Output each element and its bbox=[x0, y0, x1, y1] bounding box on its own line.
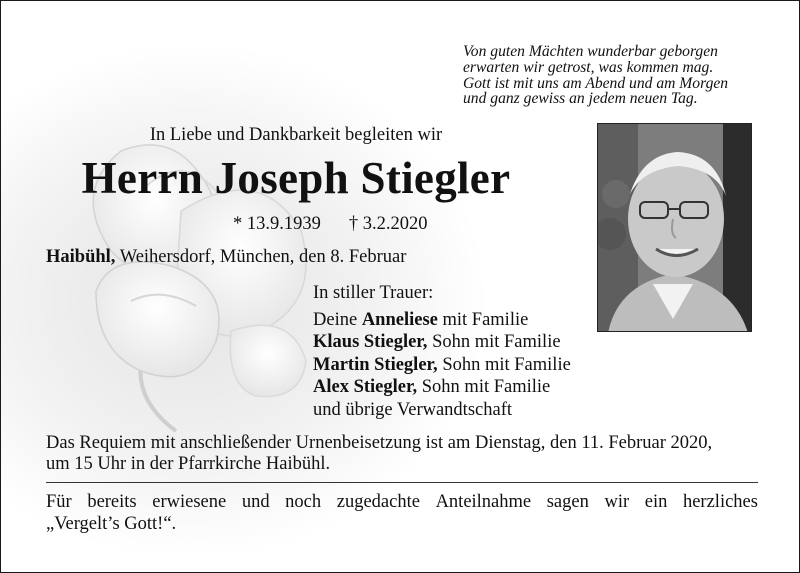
poem-line: Gott ist mit uns am Abend und am Morgen bbox=[463, 74, 729, 92]
poem-line: erwarten wir getrost, was kommen mag. bbox=[463, 58, 714, 76]
thanks-word: Für bbox=[46, 492, 72, 512]
life-dates bbox=[233, 214, 428, 235]
thanks-word: noch bbox=[285, 492, 322, 512]
thanks-word: Anteilnahme bbox=[435, 492, 532, 512]
thanks-word: sagen bbox=[546, 492, 589, 512]
place-and-date bbox=[46, 247, 406, 268]
divider bbox=[46, 482, 758, 483]
mourner-row bbox=[313, 331, 571, 354]
thanks-line: „Vergelt’s Gott!“. bbox=[46, 514, 177, 534]
thanks-word: erwiesene bbox=[152, 492, 227, 512]
thanks-word: herzliches bbox=[682, 492, 758, 512]
thanks-word: zugedachte bbox=[336, 492, 420, 512]
mourner-name: Alex Stiegler, bbox=[313, 377, 418, 398]
thanks-word: bereits bbox=[87, 492, 137, 512]
intro-text: In Liebe und Dankbarkeit begleiten wir bbox=[149, 125, 443, 145]
requiem-line: um 15 Uhr in der Pfarrkirche Haibühl. bbox=[46, 454, 331, 474]
thanks-text bbox=[46, 491, 758, 535]
mourner-row bbox=[313, 376, 571, 399]
portrait-image bbox=[598, 124, 752, 332]
thanks-line bbox=[46, 491, 758, 513]
mourners-list bbox=[313, 282, 571, 422]
poem-line: Von guten Mächten wunderbar geborgen bbox=[463, 43, 718, 60]
place-rest: Weihersdorf, München, den 8. Februar bbox=[115, 247, 407, 267]
requiem-info bbox=[46, 433, 766, 475]
mourner-name: Klaus Stiegler, bbox=[313, 332, 428, 353]
mourner-name: Anneliese bbox=[361, 309, 438, 330]
poem-line: und ganz gewiss an jedem neuen Tag. bbox=[463, 90, 698, 108]
mourner-relation: mit Familie bbox=[437, 309, 529, 330]
place-bold: Haibühl, bbox=[46, 247, 116, 267]
mourner-row bbox=[313, 354, 571, 377]
deceased-name: Herrn Joseph Stiegler bbox=[81, 153, 511, 203]
thanks-word: ein bbox=[644, 492, 668, 512]
mourner-relation: Sohn mit Familie bbox=[437, 354, 571, 375]
death-date: † 3.2.2020 bbox=[348, 214, 428, 234]
mourner-relation: Sohn mit Familie bbox=[427, 332, 561, 353]
mourner-name: Martin Stiegler, bbox=[313, 354, 438, 375]
mourner-relation: Sohn mit Familie bbox=[417, 377, 551, 398]
mourner-row bbox=[313, 309, 571, 332]
mourners-heading: In stiller Trauer: bbox=[313, 283, 434, 303]
requiem-line: Das Requiem mit anschließender Urnenbeisetzung ist am Dienstag, den 11. Februar 2020, bbox=[46, 433, 713, 453]
thanks-word: wir bbox=[604, 492, 630, 512]
birth-date: * 13.9.1939 bbox=[233, 214, 321, 234]
thanks-word: und bbox=[241, 492, 270, 512]
poem bbox=[463, 44, 793, 107]
portrait-photo bbox=[597, 123, 752, 332]
mourner-pre: Deine bbox=[313, 309, 362, 330]
mourner-pre: und übrige Verwandtschaft bbox=[313, 399, 512, 420]
mourner-row bbox=[313, 399, 571, 422]
